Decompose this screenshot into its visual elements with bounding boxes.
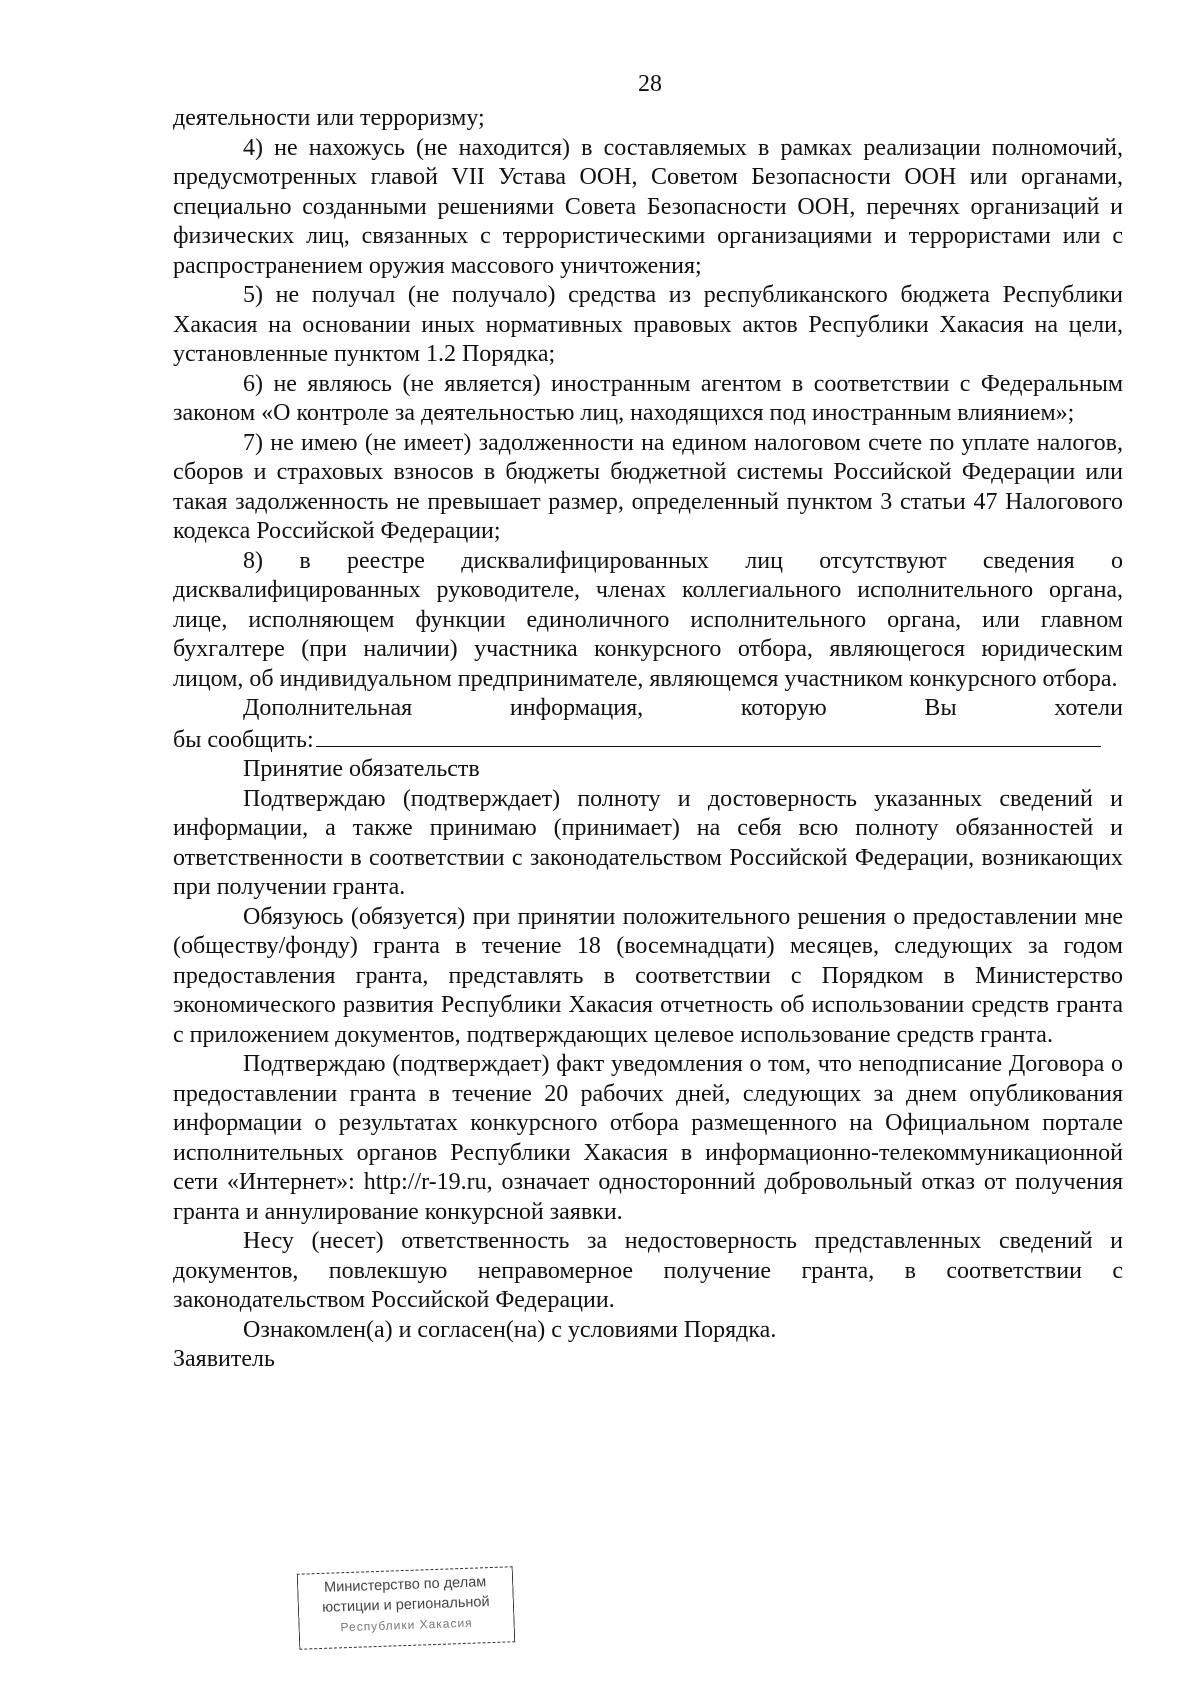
additional-info-line: [173, 724, 1123, 756]
list-item-6: 6) не являюсь (не является) иностранным агентом в соответствии с Федеральным законом «О контроле за деятельностью лиц, находящихся под иностранным влиянием»;: [173, 370, 1123, 426]
obligation-paragraph-4: Несу (несет) ответственность за недостоверность представленных сведений и документов, повлекшую неправомерное получение гранта, в соответствии с законодательством Российской Федерации.: [173, 1228, 1123, 1313]
stamp-line-3: Республики Хакасия: [340, 1615, 473, 1635]
page-number: 28: [638, 71, 662, 97]
stamp-line-2: юстиции и региональной: [321, 1594, 490, 1616]
additional-info-blank: [316, 724, 1101, 747]
obligation-paragraph-1: Подтверждаю (подтверждает) полноту и достоверность указанных сведений и информации, а также принимаю (принимает) на себя всю полноту обязанностей и ответственности в соответствии с законодательством Российской Федерации, возникающих при получении гранта.: [173, 785, 1123, 900]
acknowledgement-line: Ознакомлен(а) и согласен(на) с условиями Порядка.: [243, 1316, 777, 1343]
list-item-7: 7) не имею (не имеет) задолженности на едином налоговом счете по уплате налогов, сборов и страховых взносов в бюджеты бюджетной системы Российской Федерации или такая задолженность не превышает размер, определенный пунктом 3 статьи 47 Налогового кодекса Российской Федерации;: [173, 429, 1123, 544]
obligation-paragraph-2: Обязуюсь (обязуется) при принятии положительного решения о предоставлении мне (обществу/фонду) гранта в течение 18 (восемнадцати) месяцев, следующих за годом предоставления гранта, представлять в соответствии с Порядком в Министерство экономического развития Республики Хакасия отчетность об использовании средств гранта с приложением документов, подтверждающих целевое использование средств гранта.: [173, 903, 1123, 1048]
additional-info-label: Дополнительная информация, которую Вы хотели: [243, 695, 1123, 721]
obligation-paragraph-3: Подтверждаю (подтверждает) факт уведомления о том, что неподписание Договора о предоставлении гранта в течение 20 рабочих дней, следующих за днем опубликования информации о результатах конкурсного отбора размещенного на Официальном портале исполнительных органов Республики Хакасия в информационно-телекоммуникационной сети «Интернет»: http://r-19.ru, означает односторонний добровольный отказ от получения гранта и аннулирование конкурсной заявки.: [173, 1051, 1123, 1225]
list-item-5: 5) не получал (не получало) средства из республиканского бюджета Республики Хакасия на основании иных нормативных правовых актов Республики Хакасия на цели, установленные пунктом 1.2 Порядка;: [173, 282, 1123, 367]
paragraph-continuation: деятельности или терроризму;: [173, 105, 485, 131]
applicant-label: Заявитель: [173, 1346, 275, 1372]
ministry-stamp: [297, 1566, 516, 1649]
additional-info-label-end: бы сообщить:: [173, 726, 314, 753]
list-item-4: 4) не нахожусь (не находится) в составляемых в рамках реализации полномочий, предусмотренных главой VII Устава ООН, Советом Безопасности ООН или органами, специально созданными решениями Совета Безопасности ООН, перечнях организаций и физических лиц, связанных с террористическими организациями и террористами или с распространением оружия массового уничтожения;: [173, 134, 1123, 279]
list-item-8: 8) в реестре дисквалифицированных лиц отсутствуют сведения о дисквалифицированных руководителе, членах коллегиального исполнительного органа, лице, исполняющем функции единоличного исполнительного органа, или главном бухгалтере (при наличии) участника конкурсного отбора, являющегося юридическим лицом, об индивидуальном предпринимателе, являющемся участником конкурсного отбора.: [173, 547, 1123, 692]
document-body: [173, 104, 1123, 1375]
obligations-heading: Принятие обязательств: [243, 756, 480, 782]
stamp-line-1: Министерство по делам: [323, 1574, 487, 1596]
